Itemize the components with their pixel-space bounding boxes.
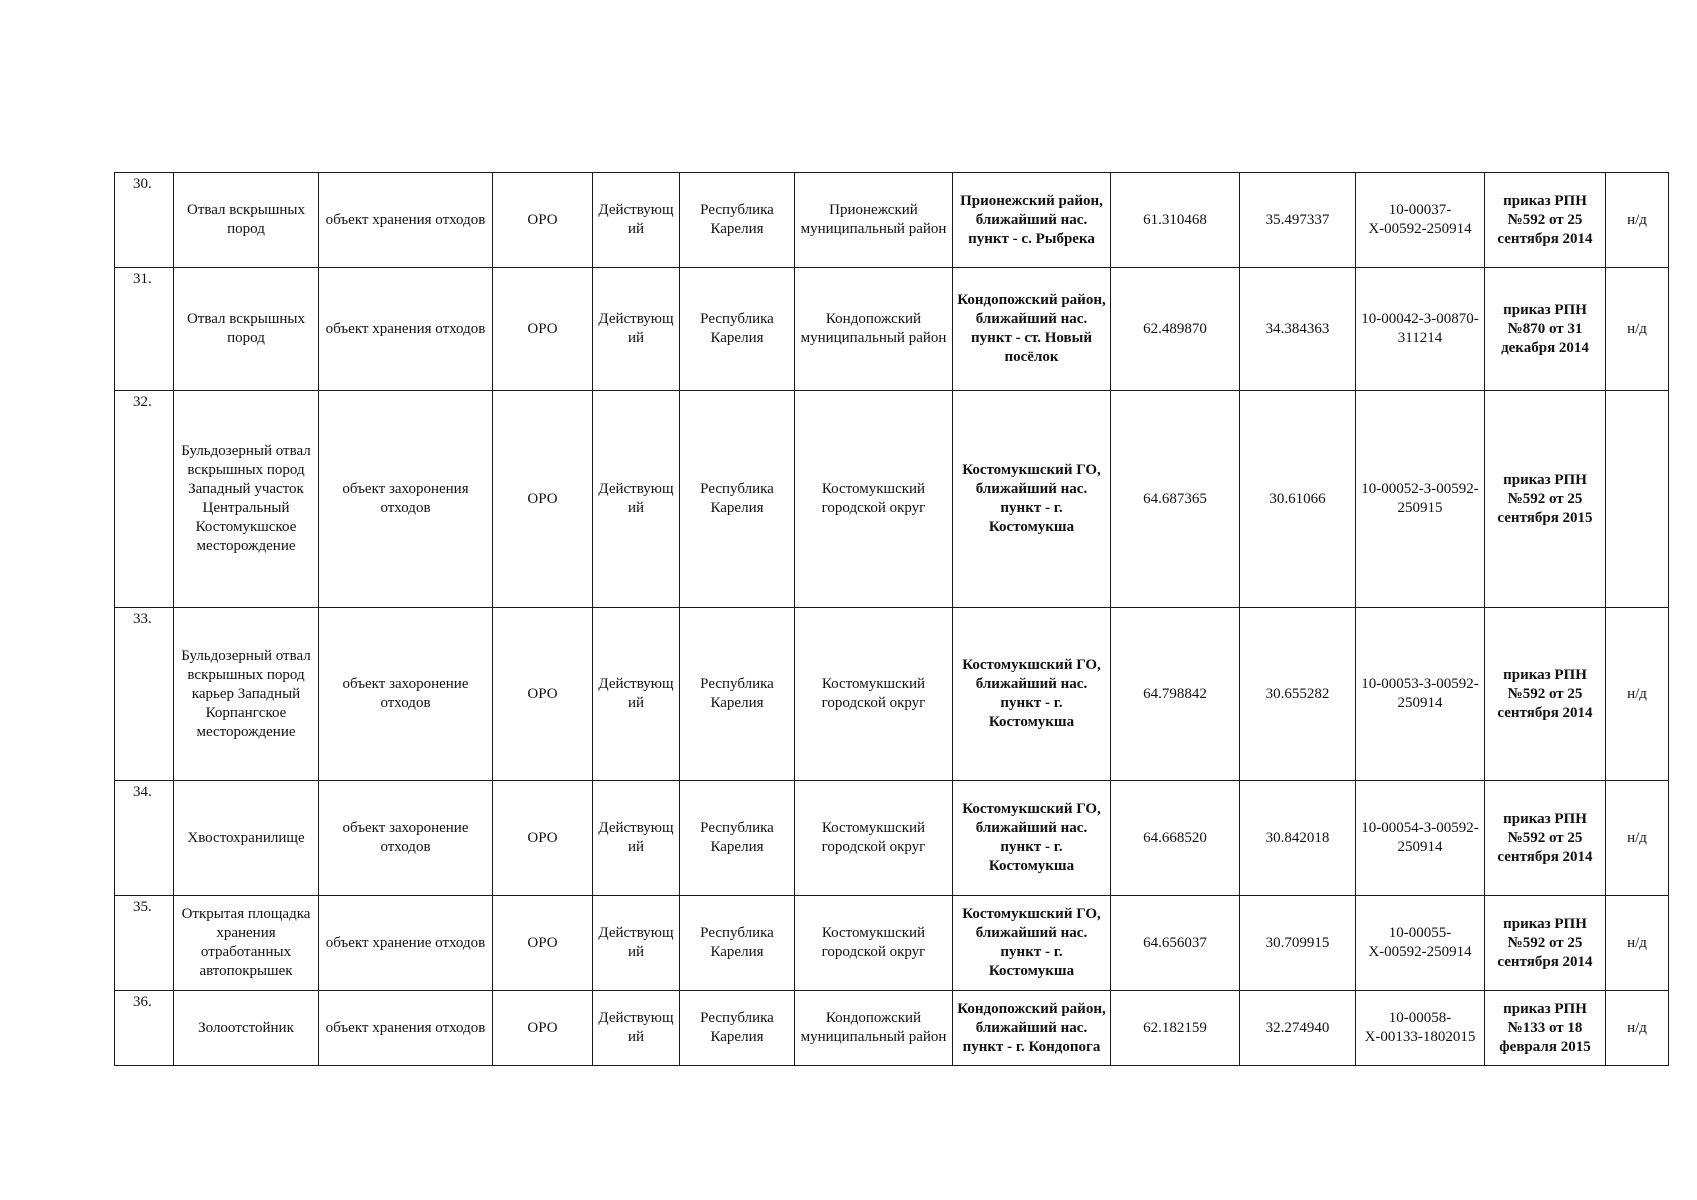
note-cell: н/д (1606, 608, 1669, 781)
district-cell: Костомукшский городской округ (795, 391, 953, 608)
row-number: 35. (115, 896, 174, 991)
row-number: 30. (115, 173, 174, 268)
latitude-cell: 61.310468 (1111, 173, 1240, 268)
district-cell: Кондопожский муниципальный район (795, 268, 953, 391)
facility-name-cell: Бульдозерный отвал вскрышных пород карьер Западный Корпангское месторождение (174, 608, 319, 781)
region-cell: Республика Карелия (680, 391, 795, 608)
row-number: 36. (115, 991, 174, 1066)
row-number: 34. (115, 781, 174, 896)
facility-type-cell: объект хранения отходов (319, 268, 493, 391)
facility-name-cell: Золоотстойник (174, 991, 319, 1066)
table-body (115, 173, 1669, 1066)
facility-name-cell: Бульдозерный отвал вскрышных пород Западный участок Центральный Костомукшское месторождение (174, 391, 319, 608)
district-cell: Костомукшский городской округ (795, 608, 953, 781)
order-cell: приказ РПН №133 от 18 февраля 2015 (1485, 991, 1606, 1066)
status-cell: Действующий (593, 781, 680, 896)
location-cell: Костомукшский ГО, ближайший нас. пункт - г. Костомукша (953, 896, 1111, 991)
status-cell: Действующий (593, 268, 680, 391)
location-cell: Костомукшский ГО, ближайший нас. пункт - г. Костомукша (953, 781, 1111, 896)
facility-name-cell: Хвостохранилище (174, 781, 319, 896)
region-cell: Республика Карелия (680, 991, 795, 1066)
row-number: 31. (115, 268, 174, 391)
table-row (115, 781, 1669, 896)
row-number: 32. (115, 391, 174, 608)
facility-name-cell: Отвал вскрышных пород (174, 173, 319, 268)
category-cell: ОРО (493, 991, 593, 1066)
note-cell: н/д (1606, 781, 1669, 896)
registry-number-cell: 10-00053-З-00592-250914 (1356, 608, 1485, 781)
location-cell: Кондопожский район, ближайший нас. пункт - г. Кондопога (953, 991, 1111, 1066)
region-cell: Республика Карелия (680, 268, 795, 391)
category-cell: ОРО (493, 608, 593, 781)
table-row (115, 896, 1669, 991)
registry-number-cell: 10-00037-Х-00592-250914 (1356, 173, 1485, 268)
region-cell: Республика Карелия (680, 608, 795, 781)
registry-number-cell: 10-00058-Х-00133-1802015 (1356, 991, 1485, 1066)
facility-type-cell: объект захоронение отходов (319, 781, 493, 896)
status-cell: Действующий (593, 391, 680, 608)
latitude-cell: 64.687365 (1111, 391, 1240, 608)
note-cell (1606, 391, 1669, 608)
latitude-cell: 64.668520 (1111, 781, 1240, 896)
location-cell: Прионежский район, ближайший нас. пункт - с. Рыбрека (953, 173, 1111, 268)
facility-type-cell: объект хранение отходов (319, 896, 493, 991)
longitude-cell: 34.384363 (1240, 268, 1356, 391)
district-cell: Костомукшский городской округ (795, 781, 953, 896)
category-cell: ОРО (493, 173, 593, 268)
registry-number-cell: 10-00042-З-00870-311214 (1356, 268, 1485, 391)
district-cell: Костомукшский городской округ (795, 896, 953, 991)
facility-type-cell: объект хранения отходов (319, 173, 493, 268)
longitude-cell: 30.655282 (1240, 608, 1356, 781)
status-cell: Действующий (593, 173, 680, 268)
category-cell: ОРО (493, 896, 593, 991)
facility-type-cell: объект захоронения отходов (319, 391, 493, 608)
longitude-cell: 32.274940 (1240, 991, 1356, 1066)
longitude-cell: 35.497337 (1240, 173, 1356, 268)
location-cell: Костомукшский ГО, ближайший нас. пункт - г. Костомукша (953, 608, 1111, 781)
latitude-cell: 62.182159 (1111, 991, 1240, 1066)
order-cell: приказ РПН №592 от 25 сентября 2014 (1485, 896, 1606, 991)
location-cell: Костомукшский ГО, ближайший нас. пункт - г. Костомукша (953, 391, 1111, 608)
note-cell: н/д (1606, 991, 1669, 1066)
district-cell: Кондопожский муниципальный район (795, 991, 953, 1066)
status-cell: Действующий (593, 896, 680, 991)
waste-facilities-table (114, 172, 1669, 1066)
order-cell: приказ РПН №592 от 25 сентября 2014 (1485, 781, 1606, 896)
order-cell: приказ РПН №592 от 25 сентября 2014 (1485, 173, 1606, 268)
row-number: 33. (115, 608, 174, 781)
category-cell: ОРО (493, 268, 593, 391)
table-row (115, 608, 1669, 781)
category-cell: ОРО (493, 391, 593, 608)
district-cell: Прионежский муниципальный район (795, 173, 953, 268)
latitude-cell: 64.656037 (1111, 896, 1240, 991)
order-cell: приказ РПН №592 от 25 сентября 2015 (1485, 391, 1606, 608)
region-cell: Республика Карелия (680, 781, 795, 896)
registry-number-cell: 10-00055-Х-00592-250914 (1356, 896, 1485, 991)
longitude-cell: 30.842018 (1240, 781, 1356, 896)
region-cell: Республика Карелия (680, 896, 795, 991)
note-cell: н/д (1606, 173, 1669, 268)
registry-number-cell: 10-00052-З-00592-250915 (1356, 391, 1485, 608)
order-cell: приказ РПН №870 от 31 декабря 2014 (1485, 268, 1606, 391)
table-row (115, 391, 1669, 608)
category-cell: ОРО (493, 781, 593, 896)
status-cell: Действующий (593, 991, 680, 1066)
status-cell: Действующий (593, 608, 680, 781)
region-cell: Республика Карелия (680, 173, 795, 268)
table-row (115, 268, 1669, 391)
table-row (115, 991, 1669, 1066)
table-row (115, 173, 1669, 268)
note-cell: н/д (1606, 896, 1669, 991)
note-cell: н/д (1606, 268, 1669, 391)
longitude-cell: 30.61066 (1240, 391, 1356, 608)
longitude-cell: 30.709915 (1240, 896, 1356, 991)
latitude-cell: 62.489870 (1111, 268, 1240, 391)
location-cell: Кондопожский район, ближайший нас. пункт - ст. Новый посёлок (953, 268, 1111, 391)
facility-name-cell: Открытая площадка хранения отработанных автопокрышек (174, 896, 319, 991)
registry-number-cell: 10-00054-З-00592-250914 (1356, 781, 1485, 896)
facility-type-cell: объект захоронение отходов (319, 608, 493, 781)
latitude-cell: 64.798842 (1111, 608, 1240, 781)
order-cell: приказ РПН №592 от 25 сентября 2014 (1485, 608, 1606, 781)
facility-name-cell: Отвал вскрышных пород (174, 268, 319, 391)
facility-type-cell: объект хранения отходов (319, 991, 493, 1066)
